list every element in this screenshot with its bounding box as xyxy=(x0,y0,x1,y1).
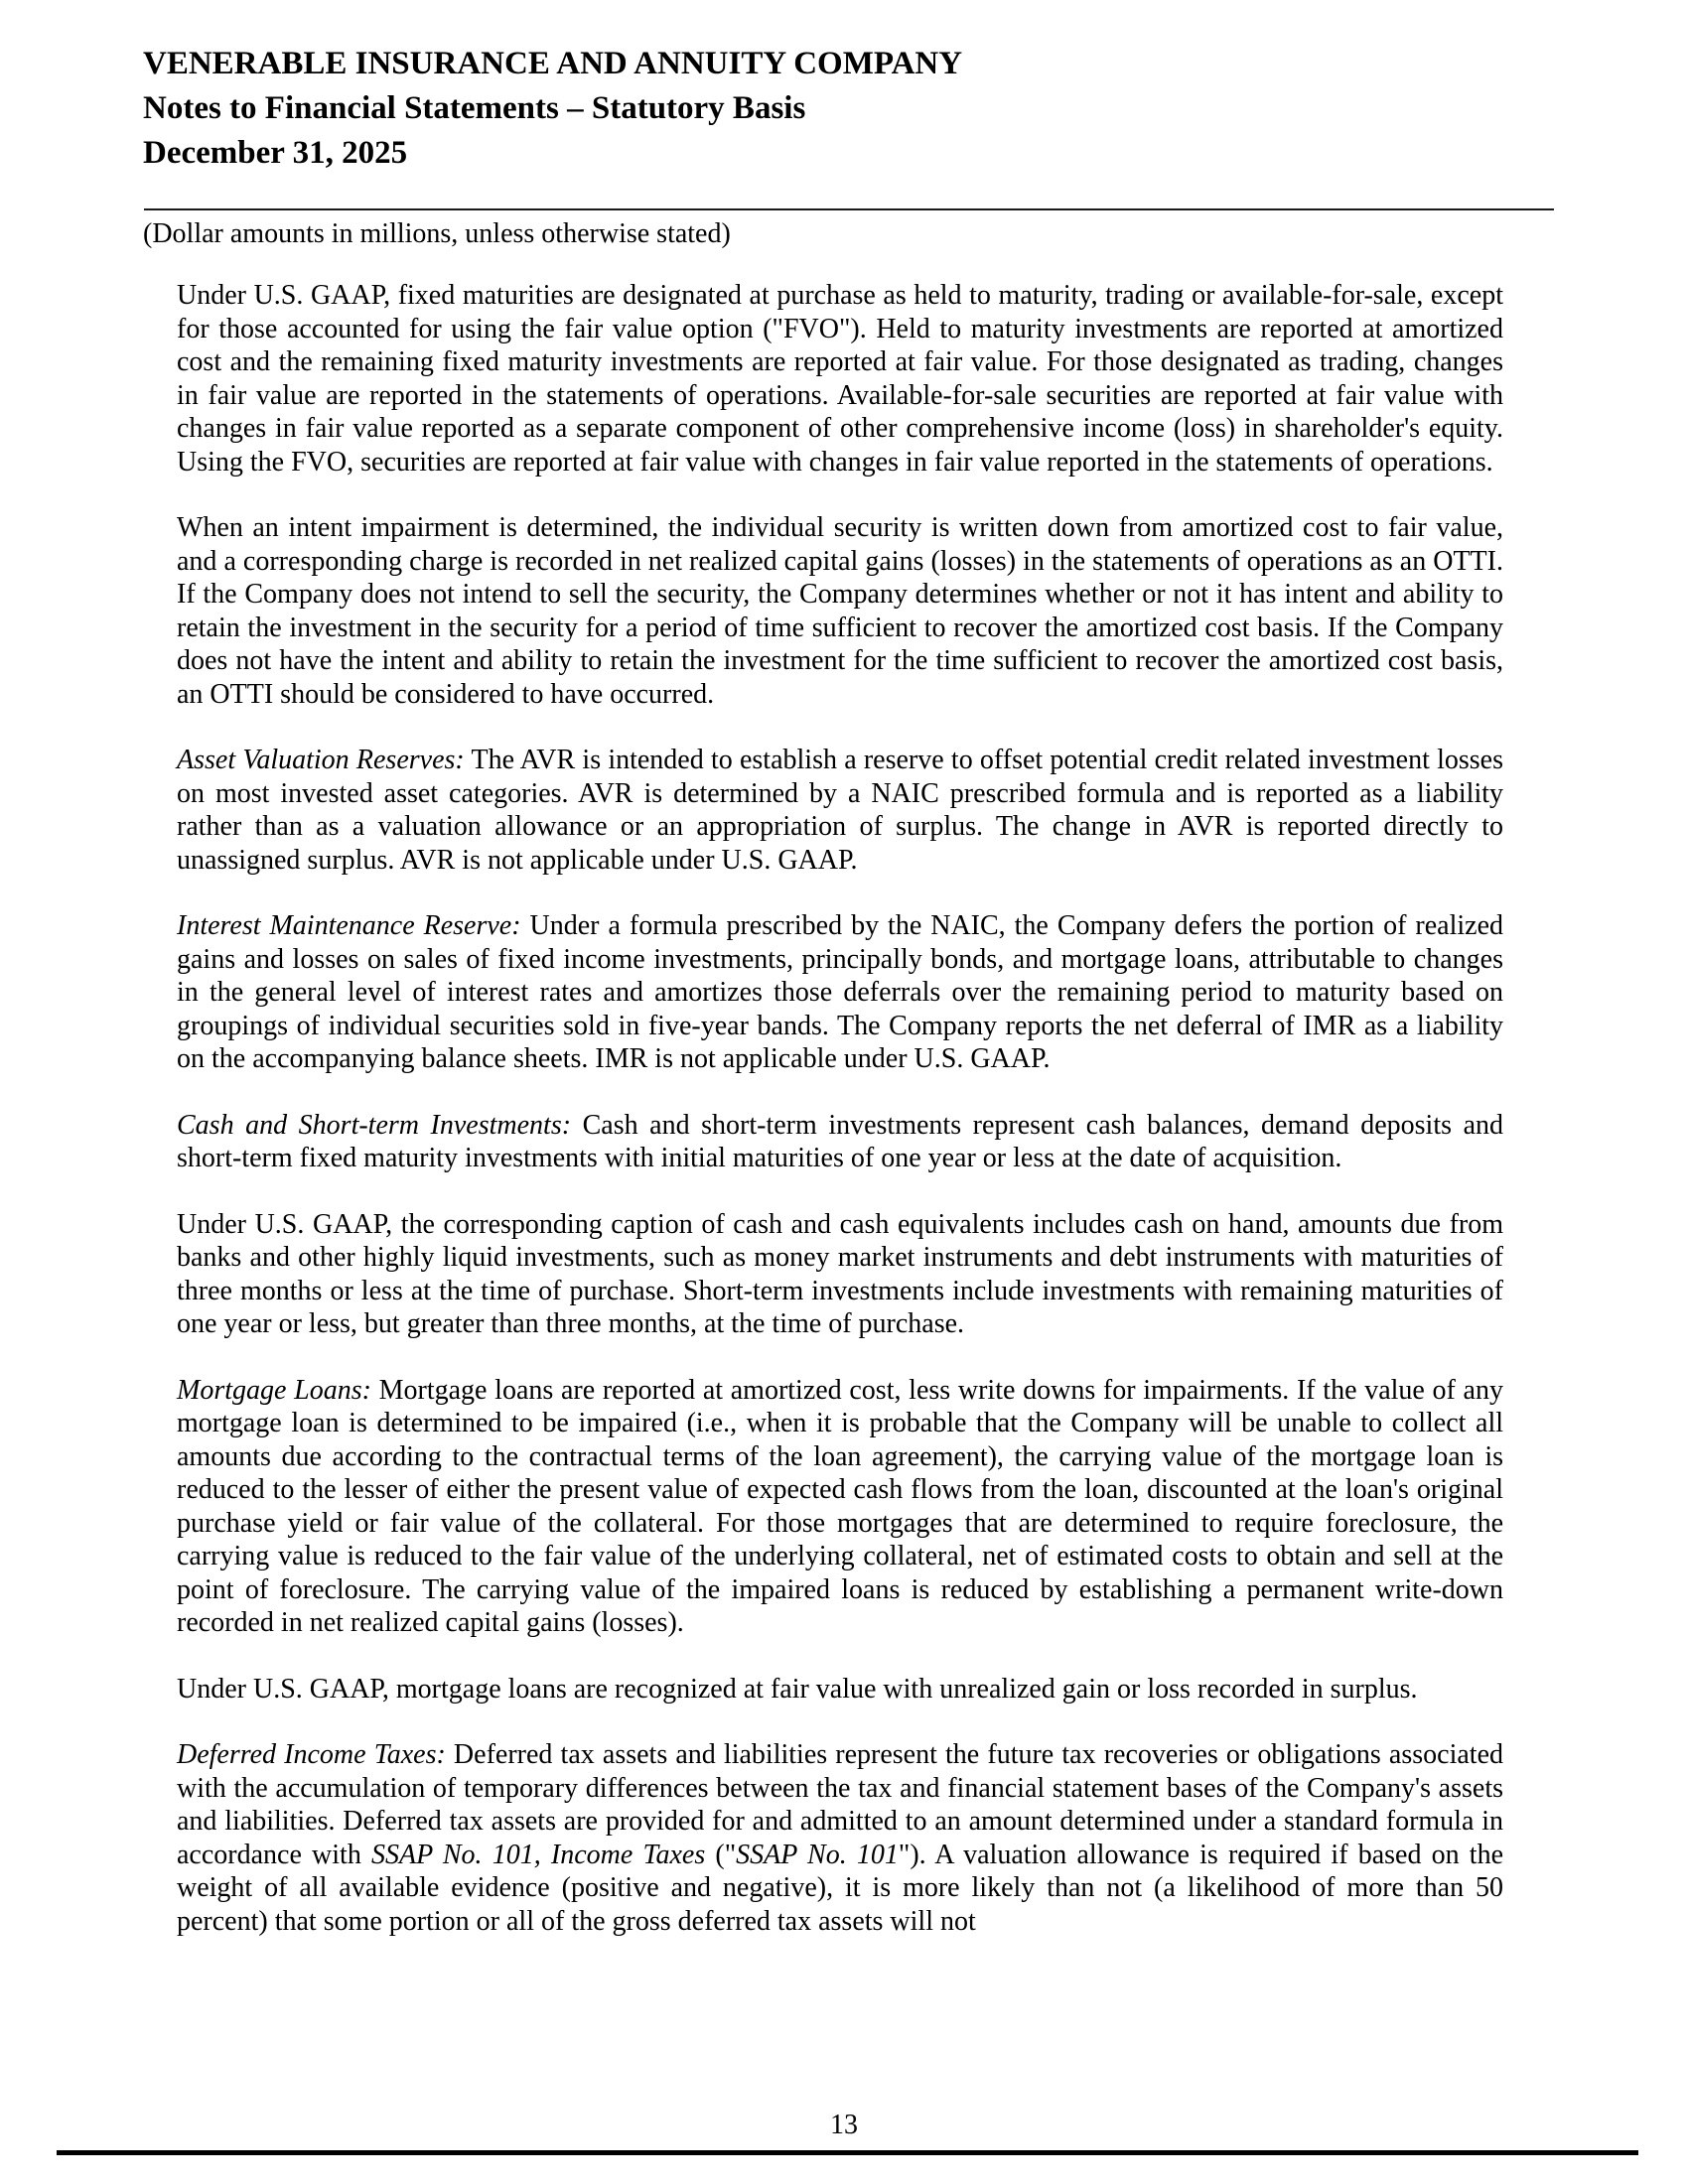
text-run: Under a formula prescribed by the NAIC, the Company defers the portion of realized gains and losses on sales of fixed income investments, principally bonds, and mortgage loans, attributable to changes in the general level of interest rates and amortizes those deferrals over the remaining period to maturity based on groupings of individual securities sold in five-year bands. The Company reports the net deferral of IMR as a liability on the accompanying balance sheets. IMR is not applicable under U.S. GAAP. xyxy=(177,910,1503,1074)
italic-text-run: SSAP No. 101, Income Taxes xyxy=(371,1839,706,1870)
text-run: Under U.S. GAAP, mortgage loans are recognized at fair value with unrealized gain or loss recorded in surplus. xyxy=(177,1673,1418,1705)
italic-text-run: Mortgage Loans: xyxy=(177,1374,371,1406)
text-run: Cash and short-term investments represent cash balances, demand deposits and short-term fixed maturity investments with initial maturities of one year or less at the date of acquisition. xyxy=(177,1109,1503,1173)
italic-text-run: SSAP No. 101 xyxy=(736,1839,899,1870)
text-run: Deferred tax assets and liabilities represent the future tax recoveries or obligations associated with the accumulation of temporary differences between the tax and financial statement bases of the Company's assets and liabilities. Deferred tax assets are provided for and admitted to an amount determined under a standard formula in accordance with xyxy=(177,1739,1503,1870)
italic-text-run: Interest Maintenance Reserve: xyxy=(177,910,521,941)
paragraph-gaap-mortgage-loans xyxy=(177,1673,1503,1706)
text-run: The AVR is intended to establish a reserve to offset potential credit related investment losses on most invested asset categories. AVR is determined by a NAIC prescribed formula and is reported as a liability rather than as a valuation allowance or an appropriation of surplus. The change in AVR is reported directly to unassigned surplus. AVR is not applicable under U.S. GAAP. xyxy=(177,745,1503,876)
paragraph-intent-impairment xyxy=(177,511,1503,711)
paragraph-asset-valuation-reserves xyxy=(177,744,1503,877)
text-run: Mortgage loans are reported at amortized cost, less write downs for impairments. If the value of any mortgage loan is determined to be impaired (i.e., when it is probable that the Company will be unable to collect all amounts due according to the contractual terms of the loan agreement), the carrying value of the mortgage loan is reduced to the lesser of either the present value of expected cash flows from the loan, discounted at the loan's original purchase yield or fair value of the collateral. For those mortgages that are determined to require foreclosure, the carrying value is reduced to the fair value of the underlying collateral, net of estimated costs to obtain and sell at the point of foreclosure. The carrying value of the impaired loans is reduced by establishing a permanent write-down recorded in net realized capital gains (losses). xyxy=(177,1374,1503,1638)
text-run: "). A valuation allowance is required if based on the weight of all available evidence (positive and negative), it is more likely than not (a likelihood of more than 50 percent) that some portion or all of the gross deferred tax assets will not xyxy=(177,1839,1504,1937)
text-run: (" xyxy=(705,1839,737,1870)
paragraph-fixed-maturities xyxy=(177,279,1503,478)
header-divider-rule xyxy=(144,208,1554,210)
italic-text-run: Asset Valuation Reserves: xyxy=(177,745,465,775)
paragraph-deferred-income-taxes xyxy=(177,1738,1503,1938)
page-number: 13 xyxy=(830,2110,858,2140)
text-run: When an intent impairment is determined, the individual security is written down from amortized cost to fair value, and a corresponding charge is recorded in net realized capital gains (losses) in the statements of operations as an OTTI. If the Company does not intend to sell the security, the Company determines whether or not it has intent and ability to retain the investment in the security for a period of time sufficient to recover the amortized cost basis. If the Company does not have the intent and ability to retain the investment for the time sufficient to recover the amortized cost basis, an OTTI should be considered to have occurred. xyxy=(177,512,1503,710)
notes-body xyxy=(177,279,1503,1971)
paragraph-mortgage-loans xyxy=(177,1374,1503,1640)
footer-rule xyxy=(57,2150,1638,2155)
text-run: Under U.S. GAAP, the corresponding caption of cash and cash equivalents includes cash on hand, amounts due from banks and other highly liquid investments, such as money market instruments and debt instruments with maturities of three months or less at the time of purchase. Short-term investments include investments with remaining maturities of one year or less, but greater than three months, at the time of purchase. xyxy=(177,1208,1503,1339)
document-header xyxy=(143,42,1553,176)
text-run: Under U.S. GAAP, fixed maturities are designated at purchase as held to maturity, trading or available-for-sale, except for those accounted for using the fair value option ("FVO"). Held to maturity investments are reported at amortized cost and the remaining fixed maturity investments are reported at fair value. For those designated as trading, changes in fair value are reported in the statements of operations. Available-for-sale securities are reported at fair value with changes in fair value reported as a separate component of other comprehensive income (loss) in shareholder's equity. Using the FVO, securities are reported at fair value with changes in fair value reported in the statements of operations. xyxy=(177,280,1503,478)
dollar-scale-note: (Dollar amounts in millions, unless otherwise stated) xyxy=(143,218,731,249)
document-title: Notes to Financial Statements – Statutory Basis xyxy=(143,90,806,126)
italic-text-run: Cash and Short-term Investments: xyxy=(177,1109,572,1141)
company-name: VENERABLE INSURANCE AND ANNUITY COMPANY xyxy=(143,46,963,81)
statement-date: December 31, 2025 xyxy=(143,135,408,171)
paragraph-cash-short-term xyxy=(177,1109,1503,1175)
italic-text-run: Deferred Income Taxes: xyxy=(177,1739,446,1770)
paragraph-gaap-cash-equivalents xyxy=(177,1208,1503,1341)
paragraph-interest-maintenance-reserve xyxy=(177,909,1503,1076)
